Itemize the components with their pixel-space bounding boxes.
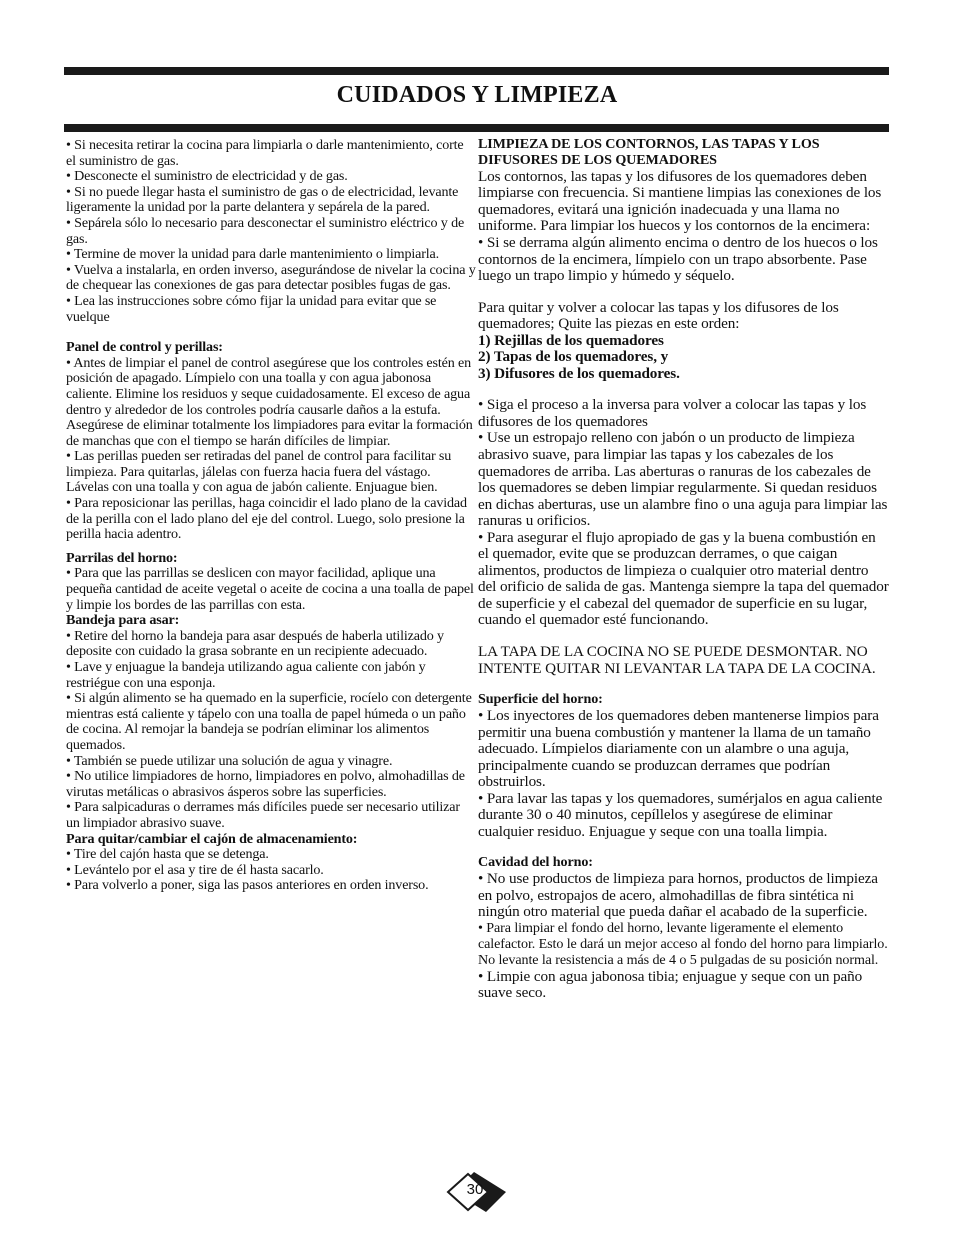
racks-bullet: • Para que las parrillas se deslicen con mayor facilidad, aplique una pequeña cantidad de aceite vegetal o aceite de cocina a una toalla de papel y limpie los bordes de las parrillas con esta. (66, 565, 474, 613)
cooktop-notice: LA TAPA DE LA COCINA NO SE PUEDE DESMONTAR. NO INTENTE QUITAR NI LEVANTAR LA TAPA DE LA COCINA. (478, 643, 876, 677)
burners-spill-bullet: • Si se derrama algún alimento encima o dentro de los huecos o los contornos de la encimera, límpielo con un trapo absorbente. Pase luego un trapo limpio y húmedo y séquelo. (478, 234, 878, 285)
surface-bullet: • Para lavar las tapas y los quemadores, sumérjalos en agua caliente durante 30 o 40 minutos, cepíllelos y asegúrese de eliminar cualquier residuo. Enjuague y seque con una toalla limpia. (478, 789, 883, 840)
drawer-heading: Para quitar/cambiar el cajón de almacenamiento: (66, 830, 358, 847)
spacer (478, 840, 890, 855)
surface-bullet: • Los inyectores de los quemadores deben mantenerse limpios para permitir una buena combustión y mantener la llama de un tamaño adecuado. Límpielos diariamente con un alambre o una aguja, principalmente cuando se produzcan derrames que podrían obstruirlos. (478, 707, 879, 791)
spacer (478, 382, 890, 397)
drawer-bullet: • Para volverlo a poner, siga las pasos anteriores en orden inverso. (66, 877, 429, 894)
cavity-heading: Cavidad del horno: (478, 854, 593, 871)
surface-heading: Superficie del horno: (478, 691, 603, 708)
order-item: 1) Rejillas de los quemadores (478, 331, 664, 349)
burner-step: • Siga el proceso a la inversa para volver a colocar las tapas y los difusores de los quemadores (478, 396, 867, 430)
title-underline-rule (64, 124, 889, 132)
right-column (478, 137, 890, 1002)
top-rule (64, 67, 889, 75)
burners-heading: LIMPIEZA DE LOS CONTORNOS, LAS TAPAS Y LOS DIFUSORES DE LOS QUEMADORES (478, 136, 820, 168)
intro-bullet: • Sepárela sólo lo necesario para desconectar el suministro eléctrico y de gas. (66, 214, 465, 247)
left-column (66, 138, 476, 894)
panel-bullet: • Para reposicionar las perillas, haga coincidir el lado plano de la cavidad de la perilla con el lado plano del eje del control. Luego, solo presione la perilla hacia adentro. (66, 495, 467, 543)
burner-step: • Use un estropajo relleno con jabón o un producto de limpieza abrasivo suave, para limpiar las tapas y los cabezales de los quemadores de arriba. Las aberturas o ranuras de los cabezales de los quemadores se deben limpiar regularmente. Si quedan residuos en dichas aberturas, use un alambre fino o una aguja para limpiar las ranuras u orificios. (478, 429, 888, 530)
panel-bullet: • Las perillas pueden ser retiradas del panel de control para facilitar su limpieza. Para quitarlas, jálelas con fuerza hacia fuera del vástago. Lávelas con una toalla y con agua de jabón caliente. Enjuague bien. (66, 448, 452, 496)
cavity-bullet: • Limpie con agua jabonosa tibia; enjuague y seque con un paño suave seco. (478, 967, 863, 1002)
broiler-bullet: • Para salpicaduras o derrames más difíciles puede ser necesario utilizar un limpiador abrasivo suave. (66, 799, 460, 831)
spacer (66, 325, 476, 340)
intro-bullet: • Si necesita retirar la cocina para limpiarla o darle mantenimiento, corte el suministro de gas. (66, 137, 464, 169)
intro-bullet: • Termine de mover la unidad para darle mantenimiento o limpiarla. (66, 246, 440, 263)
broiler-bullet: • Retire del horno la bandeja para asar después de haberla utilizado y deposite con cuidado la grasa sobrante en un recipiente adecuado. (66, 627, 444, 660)
spacer (478, 677, 890, 692)
panel-heading: Panel de control y perillas: (66, 339, 223, 356)
broiler-bullet: • También se puede utilizar una solución de agua y vinagre. (66, 752, 393, 769)
order-item: 3) Difusores de los quemadores. (478, 364, 680, 382)
spacer (478, 285, 890, 300)
racks-heading: Parrilas del horno: (66, 549, 178, 566)
page-number-badge (446, 1170, 508, 1214)
intro-bullet: • Si no puede llegar hasta el suministro de gas o de electricidad, levante ligeramente la unidad por la parte delantera y sepárela de la pared. (66, 183, 459, 216)
broiler-bullet: • Lave y enjuague la bandeja utilizando agua caliente con jabón y restriégue con una esponja. (66, 659, 426, 691)
panel-bullet: • Antes de limpiar el panel de control asegúrese que los controles estén en posición de apagado. Límpielo con una toalla y con agua jabonosa caliente. Elimine los residuos y seque cuidadosamente. El exceso de agua dentro y alrededor de los controles podría causarle daños a la estufa. Asegúrese de eliminar totalmente los limpiadores para evitar la formación de manchas que con el tiempo se harán difíciles de limpiar. (66, 354, 473, 449)
intro-bullet: • Desconecte el suministro de electricidad y de gas. (66, 168, 348, 185)
cavity-bullet: • Para limpiar el fondo del horno, levante ligeramente el elemento calefactor. Esto le dará un mejor acceso al fondo del horno para limpiarlo. No levante la resistencia a más de 4 o 5 pulgadas de su posición normal. (478, 919, 888, 968)
burner-step: • Para asegurar el flujo apropiado de gas y la buena combustión en el quemador, evite que se produzcan derrames, o que caigan alimentos, productos de limpieza o cualquier otro material dentro del orificio de salida de gas. Mantenga siempre la tapa del quemador de superficie y el cabezal del quemador de superficie en su lugar, cuando el quemador esté funcionando. (478, 528, 889, 629)
broiler-bullet: • No utilice limpiadores de horno, limpiadores en polvo, almohadillas de virutas metálicas o abrasivos ásperos sobre las superficies. (66, 768, 465, 800)
page-title: CUIDADOS Y LIMPIEZA (336, 82, 618, 108)
burners-intro: Los contornos, las tapas y los difusores de los quemadores deben limpiarse con frecuencia. Si mantiene limpias las conexiones de los quemadores, evitará una ignición inadecuada y una llama no uniforme. Para limpiar los huecos y los contornos de la encimera: (478, 167, 882, 235)
order-item: 2) Tapas de los quemadores, y (478, 348, 669, 366)
drawer-bullet: • Tire del cajón hasta que se detenga. (66, 846, 269, 863)
spacer (478, 629, 890, 644)
intro-bullet: • Lea las instrucciones sobre cómo fijar la unidad para evitar que se vuelque (66, 292, 437, 325)
drawer-bullet: • Levántelo por el asa y tire de él hasta sacarlo. (66, 861, 324, 878)
cavity-bullet: • No use productos de limpieza para hornos, productos de limpieza en polvo, estropajos de acero, almohadillas de fibra sintética ni ningún otro material que pueda dañar el acabado de la superficie. (478, 870, 878, 921)
broiler-bullet: • Si algún alimento se ha quemado en la superficie, rocíelo con detergente mientras está caliente y tápelo con una toalla de papel húmeda o un paño de cocina. Al remojar la bandeja se podrían eliminar los alimentos quemados. (66, 690, 472, 753)
order-intro: Para quitar y volver a colocar las tapas y los difusores de los quemadores; Quite las piezas en este orden: (478, 298, 839, 333)
page-number: 30 (466, 1181, 484, 1198)
broiler-heading: Bandeja para asar: (66, 612, 180, 629)
intro-bullet: • Vuelva a instalarla, en orden inverso, asegurándose de nivelar la cocina y de chequear las conexiones de gas para detectar posibles fugas de gas. (66, 261, 476, 294)
